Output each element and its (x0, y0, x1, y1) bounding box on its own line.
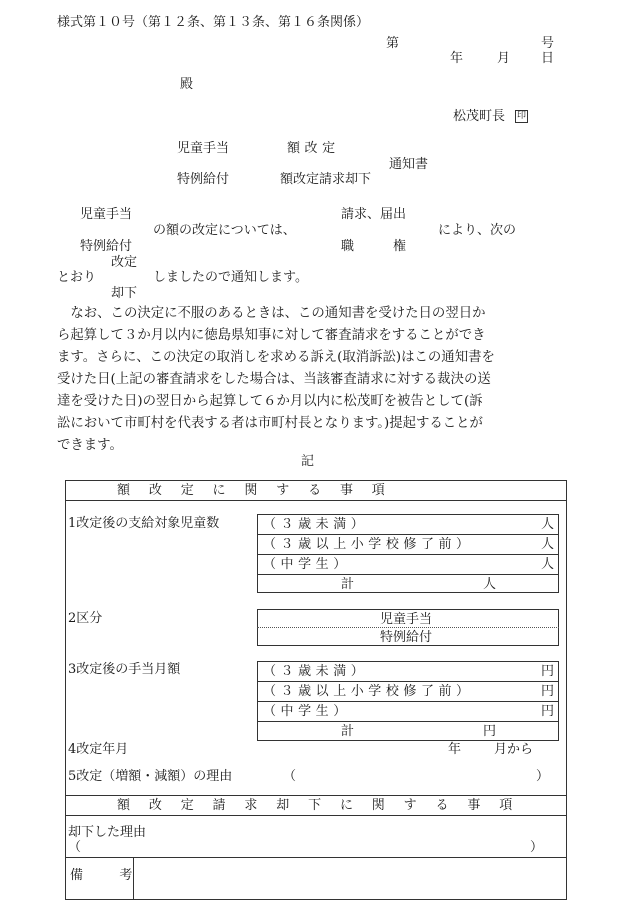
appeal-notice (57, 303, 557, 457)
body-kyakka: 却下 (111, 286, 138, 301)
body-shokken: 職 権 (341, 239, 407, 254)
amount-row-label: （３歳未満） (263, 664, 369, 679)
kubun-option: 児童手当 (380, 612, 433, 627)
body-mid-phrase: の額の改定については、 (153, 223, 296, 238)
item4-year: 年 (448, 742, 462, 757)
item5-label: 5改定（増額・減額）の理由 (68, 769, 233, 784)
children-row-unit: 人 (541, 517, 555, 532)
kyakka-close-paren: ） (530, 840, 544, 855)
section2-header: 額改定請求却下に関する事項 (117, 798, 532, 813)
appeal-line: 達を受けた日)の翌日から起算して６か月以内に松茂町を被告として(訴 (57, 394, 483, 409)
amount-row-unit: 円 (541, 704, 555, 719)
kubun-option: 特例給付 (380, 630, 433, 645)
item4-label: 4改定年月 (68, 742, 129, 757)
amount-row-label: （中学生） (263, 704, 351, 719)
addressee-honorific: 殿 (180, 77, 194, 92)
item2-label: 2区分 (68, 611, 103, 626)
kyakka-open-paren: （ (68, 840, 82, 855)
body-tokurei-kyufu: 特例給付 (80, 239, 133, 254)
ki-heading: 記 (301, 454, 315, 469)
date-year-label: 年 (450, 51, 464, 66)
title-gaku-kaitei-kyakka: 額改定請求却下 (280, 172, 372, 187)
appeal-line: ます。さらに、この決定の取消しを求める訴え(取消訴訟)はこの通知書を (57, 350, 495, 365)
appeal-line: なお、この決定に不服のあるときは、この通知書を受けた日の翌日か (57, 306, 486, 321)
amount-row-label: （３歳以上小学校修了前） (263, 684, 474, 699)
divider (65, 857, 567, 858)
body-tsuchi: しましたので通知します。 (153, 270, 308, 285)
date-day-label: 日 (541, 51, 555, 66)
children-row-label: （３歳未満） (263, 517, 369, 532)
item3-label: 3改定後の手当月額 (68, 662, 181, 677)
amount-total-unit: 円 (483, 724, 497, 739)
amount-row-unit: 円 (541, 664, 555, 679)
dotted-divider (257, 627, 559, 628)
children-row-unit: 人 (541, 537, 555, 552)
divider (257, 554, 559, 555)
issuer (453, 110, 528, 123)
appeal-line: 受けた日(上記の審査請求をした場合は、当該審査請求に対する裁決の送 (57, 372, 491, 387)
section1-header: 額改定に関する事項 (117, 483, 404, 498)
body-jidou-teate: 児童手当 (80, 207, 133, 222)
item5-open-paren: （ (283, 769, 297, 784)
divider (257, 574, 559, 575)
remarks-field[interactable] (136, 860, 564, 897)
remarks-label: 備 考 (70, 868, 145, 883)
divider (65, 815, 567, 816)
children-row-label: （中学生） (263, 557, 351, 572)
divider (257, 701, 559, 702)
divider (65, 795, 567, 796)
children-row-label: （３歳以上小学校修了前） (263, 537, 474, 552)
number-prefix: 第 (386, 36, 400, 51)
divider (257, 534, 559, 535)
kyakka-reason-label: 却下した理由 (68, 825, 147, 840)
title-tokurei-kyufu: 特例給付 (177, 172, 230, 187)
children-total-label: 計 (341, 577, 355, 592)
item4-month-from: 月から (494, 742, 534, 757)
number-suffix: 号 (541, 36, 555, 51)
form-number: 様式第１０号（第１２条、第１３条、第１６条関係） (57, 15, 370, 30)
seal-mark: 印 (517, 111, 527, 121)
date-month-label: 月 (497, 51, 511, 66)
body-niyori: により、次の (438, 223, 517, 238)
body-toori: とおり (57, 270, 97, 285)
divider (65, 500, 567, 501)
children-total-unit: 人 (483, 577, 497, 592)
issuer-name: 松茂町長 (453, 109, 506, 124)
amount-total-label: 計 (341, 724, 355, 739)
item1-label: 1改定後の支給対象児童数 (68, 516, 220, 531)
appeal-line: 訟において市町村を代表する者は市町村長となります。)提起することが (57, 416, 483, 431)
item5-close-paren: ） (536, 769, 550, 784)
title-jidou-teate: 児童手当 (177, 141, 230, 156)
body-seikyu-todoke: 請求、届出 (341, 207, 407, 222)
amount-row-unit: 円 (541, 684, 555, 699)
appeal-line: ら起算して３か月以内に徳島県知事に対して審査請求をすることができ (57, 328, 486, 343)
body-kaitei: 改定 (111, 255, 138, 270)
divider (257, 681, 559, 682)
title-tsuchisho: 通知書 (389, 157, 429, 172)
appeal-line: できます。 (57, 438, 123, 453)
title-gaku-kaitei: 額改定 (287, 141, 340, 156)
children-row-unit: 人 (541, 557, 555, 572)
divider (257, 721, 559, 722)
